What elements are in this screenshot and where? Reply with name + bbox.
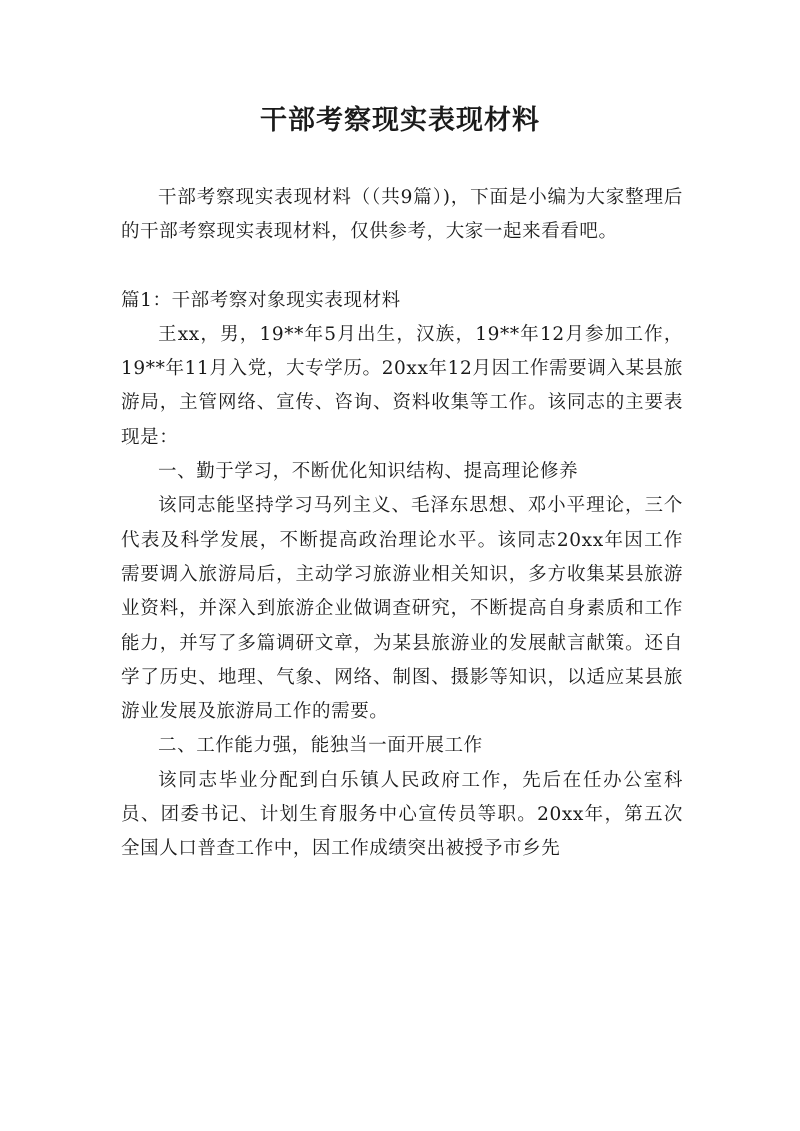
section-heading: 一、勤于学习，不断优化知识结构、提高理论修养 [158,461,579,483]
document-title: 干部考察现实表现材料 [260,105,540,136]
blank-line [121,250,683,284]
body-paragraph: 该同志毕业分配到白乐镇人民政府工作，先后在任办公室科员、团委书记、计划生育服务中心宣传员等职。20xx年，第五次全国人口普查工作中，因工作成绩突出被授予市乡先 [121,769,683,860]
body-paragraph: 该同志能坚持学习马列主义、毛泽东思想、邓小平理论，三个代表及科学发展，不断提高政治理论水平。该同志20xx年因工作需要调入旅游局后，主动学习旅游业相关知识，多方收集某县旅游业资料，并深入到旅游企业做调查研究，不断提高自身素质和工作能力，并写了多篇调研文章，为某县旅游业的发展献言献策。还自学了历史、地理、气象、网络、制图、摄影等知识，以适应某县旅游业发展及旅游局工作的需要。 [121,495,683,723]
document-body [121,181,683,867]
chapter-heading: 篇1：干部考察对象现实表现材料 [121,289,401,311]
intro-paragraph: 干部考察现实表现材料（（共9篇）)，下面是小编为大家整理后的干部考察现实表现材料，仅供参考，大家一起来看看吧。 [121,187,683,243]
body-paragraph: 王xx，男，19**年5月出生，汉族，19**年12月参加工作，19**年11月入党，大专学历。20xx年12月因工作需要调入某县旅游局，主管网络、宣传、咨询、资料收集等工作。该同志的主要表现是： [121,323,683,448]
section-heading: 二、工作能力强，能独当一面开展工作 [158,735,483,757]
